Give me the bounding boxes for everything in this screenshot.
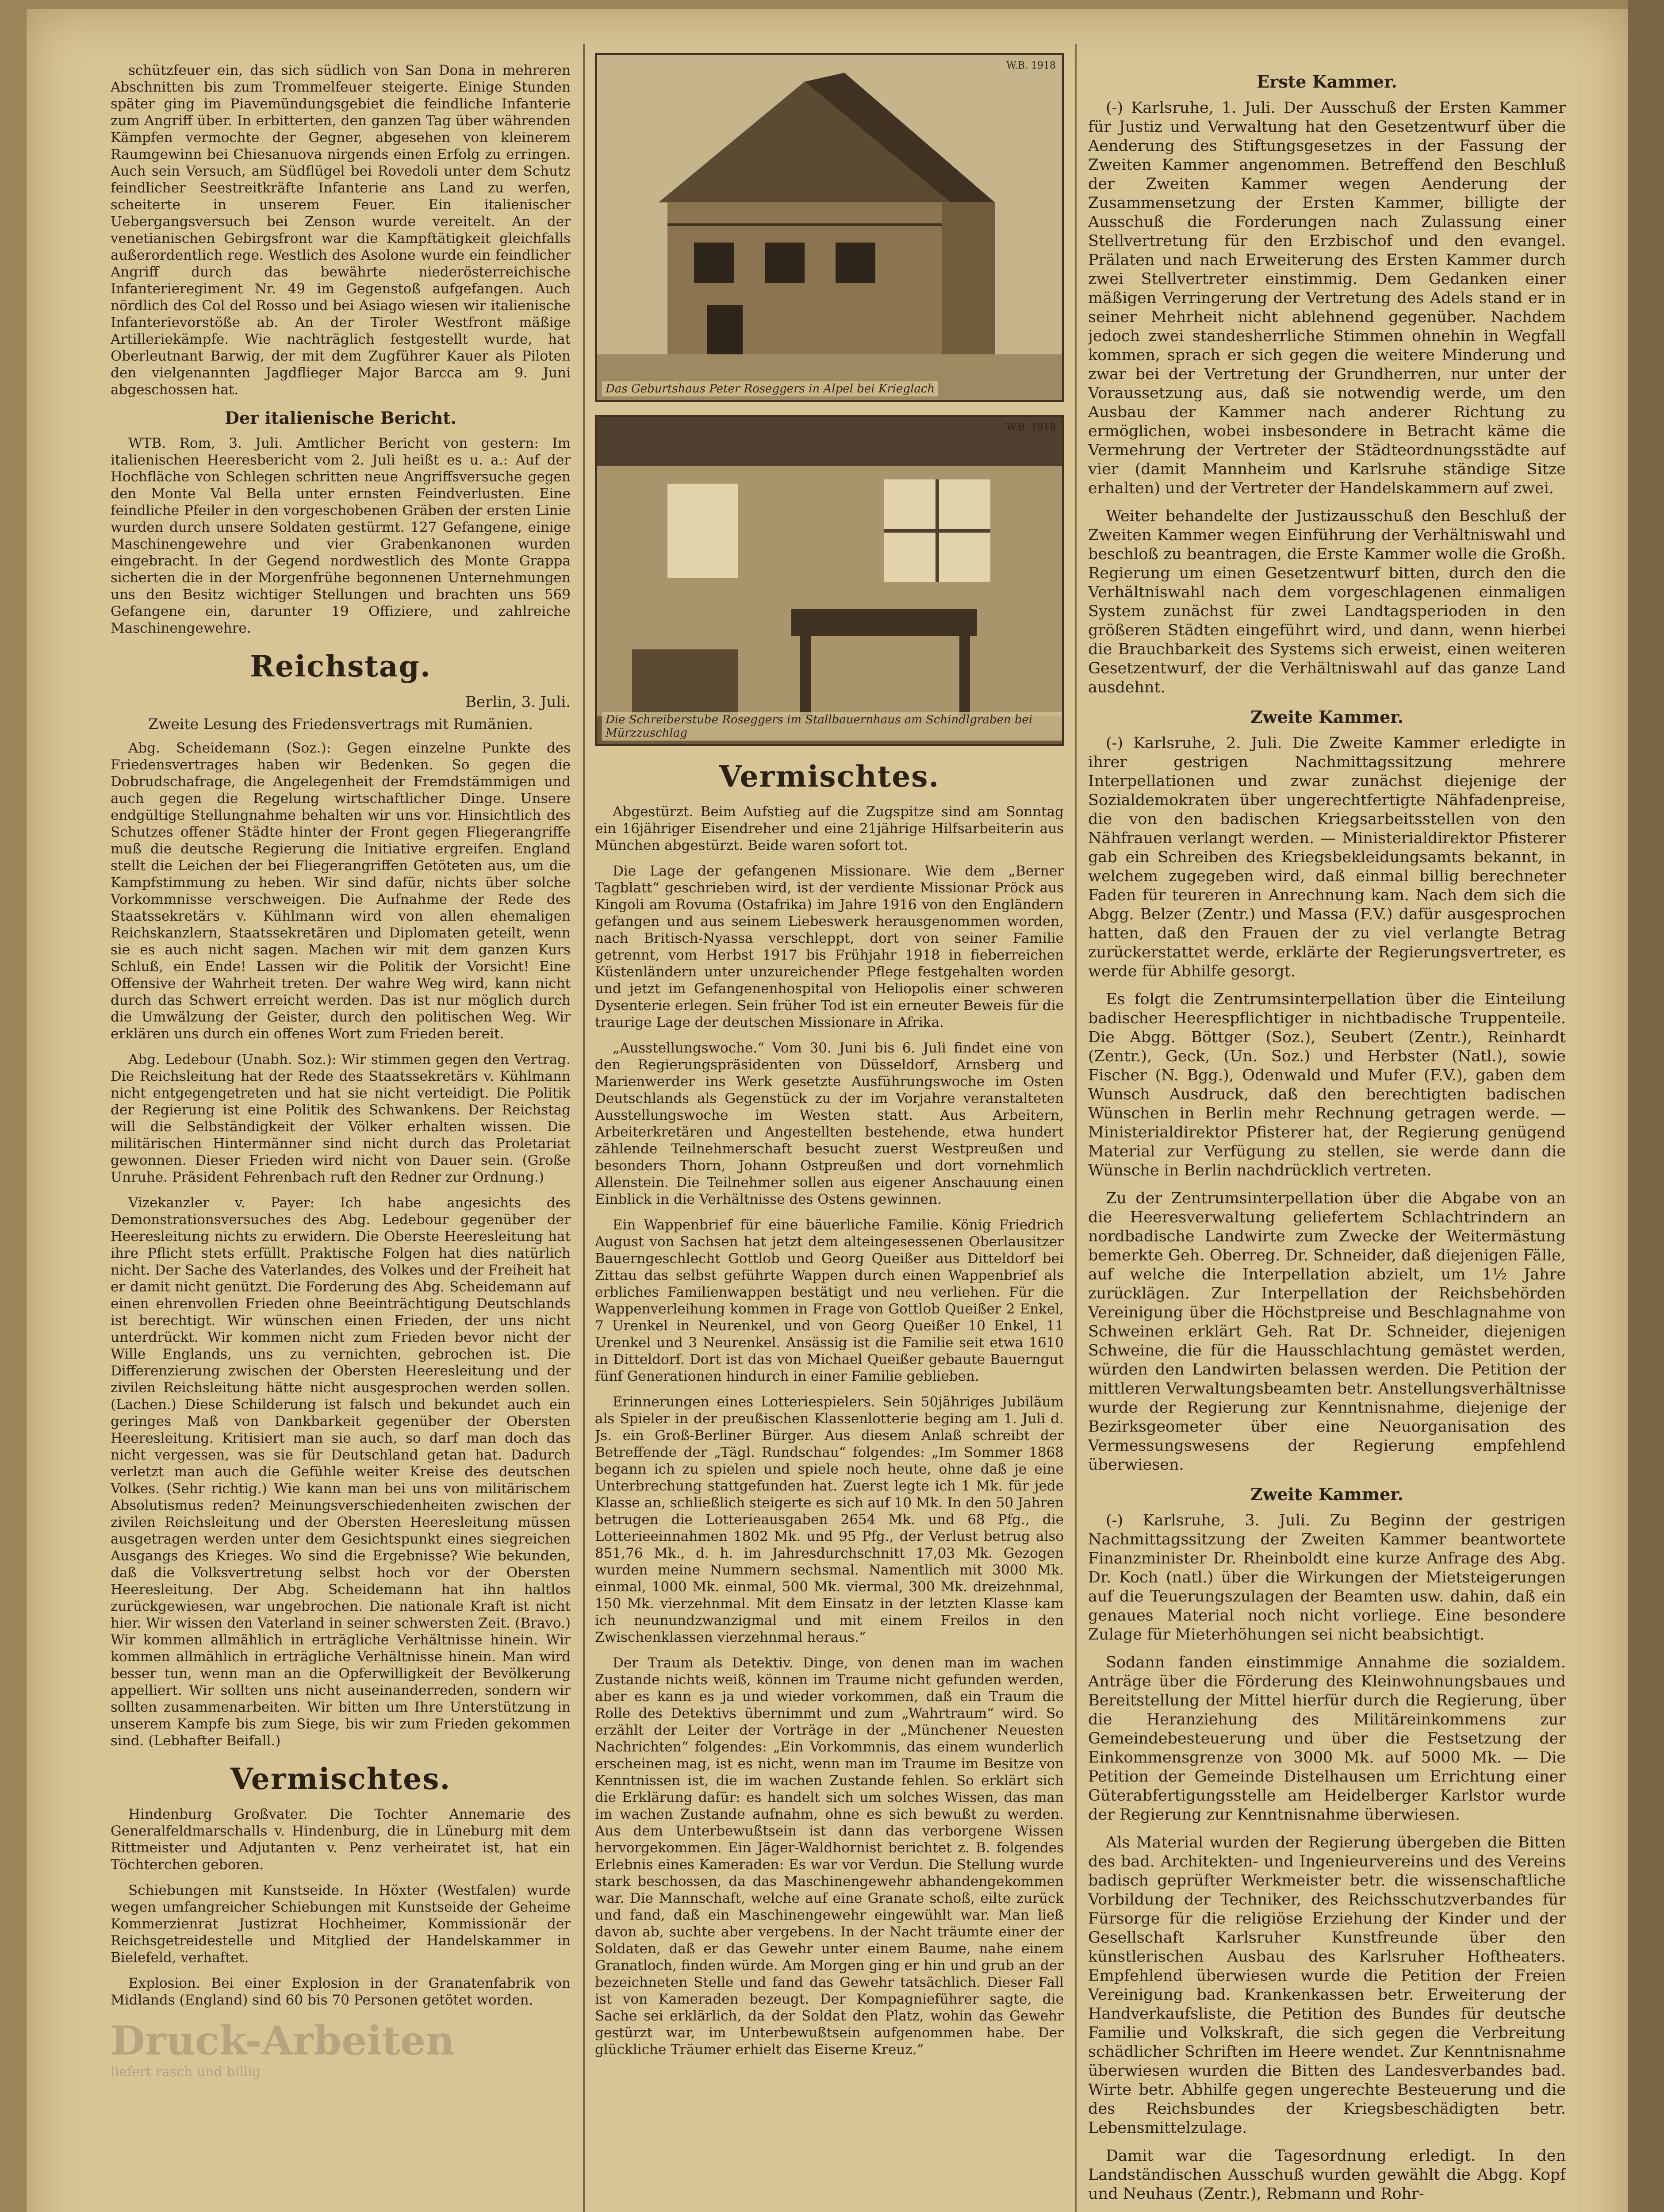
reichstag-heading: Reichstag. — [250, 649, 431, 684]
reichstag-subhead: Zweite Lesung des Friedensvertrags mit Rumänien. — [148, 715, 533, 733]
vermischtes-heading-middle: Vermischtes. — [719, 759, 940, 794]
zweite-kammer-text-2: Es folgt die Zentrumsinterpellation über die Einteilung badischer Heerespflichtiger in nichtbadische Truppenteile. Die Abgg. Böttger (Soz.), Seubert (Zentr.), Reinhardt (Zentr.), Geck, (Un. Soz.) und Herbster (Natl.), sowie Fischer (N. Bgg.), Odenwald und Mufer (F.V.), gaben dem Wunsch Ausdruck, daß den berechtigten badischen Wünschen in Berlin mehr Rechnung getragen werde. — Ministerialdirektor Pfisterer hat, der Regierung genügend Material zur Verfügung zu stellen, sie werde dann die Wünsche in Berlin nachdrücklich vertreten. — [1088, 991, 1566, 1179]
ad-druck-arbeiten: Druck-Arbeiten — [111, 2017, 455, 2064]
column-middle — [595, 53, 1064, 2212]
war-report-continuation: schützfeuer ein, das sich südlich von San Dona in mehreren Abschnitten bis zum Trommelfeuer steigerte. Einige Stunden später ging im Piavemündungsgebiet die feindliche Infanterie zum Angriff über. In erbitterten, den ganzen Tag über währenden Kämpfen vermochte der Gegner, abgesehen von kleinerem Raumgewinn bei Chiesanuova nirgends einen Erfolg zu erringen. Auch sein Versuch, am Südflügel bei Rovedoli unter dem Schutz feindlicher Seestreitkräfte Infanterie ans Land zu werfen, scheiterte in unserem Feuer. Ein italienischer Uebergangsversuch bei Zenson wurde vereitelt. An der venetianischen Gebirgsfront war die Kampftätigkeit gleichfalls außerordentlich rege. Westlich des Asolone wurde ein feindlicher Angriff durch das bewährte niederösterreichische Infanterieregiment Nr. 49 im Gegenstoß aufgefangen. Auch nördlich des Col del Rosso und bei Asiago wiesen wir italienische Infanterievorstöße ab. An der Tiroler Westfront mäßige Artilleriekämpfe. Wie nachträglich festgestellt wurde, hat Oberleutnant Barwig, der mit dem Zugführer Kauer als Piloten den vielgenannten Jagdflieger Major Barcca am 9. Juni abgeschossen hat. — [111, 62, 571, 398]
column-right — [1088, 62, 1566, 2212]
photo1-caption: Das Geburtshaus Peter Roseggers in Alpel bei Krieglach — [602, 381, 938, 396]
italian-report-text: WTB. Rom, 3. Juli. Amtlicher Bericht von gestern: Im italienischen Heeresbericht vom 2. Juli heißt es u. a.: Auf der Hochfläche von Schlegen schritten neue Angriffsversuche gegen den Monte Val Bella unter ernsten Feindverlusten. Eine feindliche Pfeiler in den vorgeschobenen Gräben der ersten Linie wurden durch unsere Soldaten gestürmt. 127 Gefangene, einige Maschinengewehre und vier Grabenkanonen wurden eingebracht. In der Gegend nordwestlich des Monte Grappa sicherten die in der Morgenfrühe begonnenen Unternehmungen uns den Besitz wichtiger Stellungen und brachten uns 569 Gefangene ein, darunter 19 Offiziere, und zahlreiche Maschinengewehre. — [111, 435, 571, 636]
news-abgestuerzt: Abgestürzt. Beim Aufstieg auf die Zugspitze sind am Sonntag ein 16jähriger Eisendreher und eine 21jährige Hilfsarbeiterin aus München abgestürzt. Beide waren sofort tot. — [595, 804, 1064, 853]
reichstag-scheidemann: Abg. Scheidemann (Soz.): Gegen einzelne Punkte des Friedensvertrages haben wir Bedenken. So gegen die Dobrudschafrage, die Angelegenheit der Fremdstämmigen und auch gegen die Regelung wirtschaftlicher Dinge. Unsere endgültige Stellungnahme behalten wir uns vor. Hinsichtlich des Schutzes offener Städte hinter der Front gegen Fliegerangriffe muß die deutsche Regierung die Initiative ergreifen. England stellt die Leichen der bei Fliegerangriffen Getöteten aus, um die Kampfstimmung zu heben. Wir sind dafür, nichts über solche Vorkommnisse verschweigen. Die Aufnahme der Rede des Staatssekretärs v. Kühlmann wird von allen ehemaligen Reichskanzlern, Staatssekretären und Diplomaten geteilt, wenn sie es auch nicht sagen. Machen wir mit dem ganzen Kurs Schluß, ein Ende! Lassen wir die Politik der Vorsicht! Eine Offensive der Wahrheit treten. Der wahre Weg wird, kann nicht durch das Schwert erreicht werden. Das ist nur möglich durch die Umwälzung der Geister, durch den politischen Weg. Wir erklären uns durch ein offenes Wort zum Frieden bereit. — [111, 740, 571, 1042]
zweite-kammer-text-7: Damit war die Tagesordnung erledigt. In den Landständischen Ausschuß wurden gewählt die Abgg. Kopf und Neuhaus (Zentr.), Rebmann und Rohr- — [1088, 2147, 1566, 2203]
news-traum-detektiv: Der Traum als Detektiv. Dinge, von denen man im wachen Zustande nichts weiß, können im Traume nicht gefunden werden, aber es kann es ja und wieder vorkommen, daß ein Traum die Rolle des Detektivs übernimmt und zum „Wahrtraum“ wird. So erzählt der Leiter der Vorträge in der „Münchener Neuesten Nachrichten“ folgendes: „Ein Vorkommnis, das einem wunderlich erscheinen mag, ist es nicht, wenn man im Traume im Besitze von Kenntnissen ist, die im wachen Zustande fehlen. So erklärt sich die Erklärung dafür: es handelt sich um solches Wissen, das man im wachen Zustande aufnahm, ohne es sich bewußt zu werden. Aus dem Unterbewußtsein ist dann das verborgene Wissen hervorgekommen. Ein Jäger-Waldhornist berichtet z. B. folgendes Erlebnis eines Kameraden: Es war vor Verdun. Die Stellung wurde stark beschossen, da das Maschinengewehr abhandengekommen war. Die Mannschaft, welche auf eine Granate schoß, eilte zurück und fand, daß ein Maschinengewehr eingewühlt war. Man ließ davon ab, suchte aber vergebens. In der Nacht träumte einer der Soldaten, daß er das Gewehr unter einem Baume, nahe einem Granatloch, finden würde. Am Morgen ging er hin und grub an der bezeichneten Stelle und fand das Gewehr tatsächlich. Dieser Fall ist von Kameraden bezeugt. Der Kompagnieführer sagte, die Sache sei erklärlich, da der Soldat den Platz, wohin das Gewehr gestürzt war, im Unterbewußtsein aufgenommen habe. Der glückliche Träumer erhielt das Eiserne Kreuz.“ — [595, 1655, 1064, 2058]
news-hindenburg: Hindenburg Großvater. Die Tochter Annemarie des Generalfeldmarschalls v. Hindenburg, die in Lüneburg mit dem Rittmeister und Adjutanten v. Penz verheiratet ist, hat ein Töchterchen geboren. — [111, 1806, 571, 1873]
reichstag-payer: Vizekanzler v. Payer: Ich habe angesichts des Demonstrationsversuches des Abg. Ledebour gegenüber der Heeresleitung nichts zu erwidern. Die Oberste Heeresleitung hat ihre Pflicht stets erfüllt. Praktische Folgen hat dies natürlich nicht. Der Sache des Vaterlandes, des Volkes und der Freiheit hat er damit nicht genützt. Die Forderung des Abg. Scheidemann auf einen ehrenvollen Frieden ohne Beeinträchtigung Deutschlands ist berechtigt. Wir wünschen einen Frieden, der uns nicht unterdrückt. Wir kommen nicht zum Frieden bevor nicht der Wille Englands, uns zu vernichten, gebrochen ist. Die Differenzierung zwischen der Obersten Heeresleitung und der zivilen Reichsleitung hätte nicht ausgesprochen werden sollen. (Lachen.) Diese Schilderung ist falsch und bekundet auch ein geringes Maß von Dankbarkeit gegenüber der Obersten Heeresleitung. Kritisiert man sie auch, so darf man doch das nicht vergessen, was sie für Deutschland getan hat. Dadurch verletzt man auch die Gefühle weiter Kreise des deutschen Volkes. (Sehr richtig.) Wie kann man bei uns von militärischem Absolutismus reden? Meinungsverschiedenheiten zwischen der zivilen Reichsleitung und der Obersten Heeresleitung müssen ausgetragen werden unter dem Gesichtspunkt eines siegreichen Ausgangs des Krieges. Wo sind die Ergebnisse? Wie bekunden, daß die Volksvertretung selbst hoch vor der Obersten Heeresleitung. Der Abg. Scheidemann hat ihn haltlos zurückgewiesen, war ungebrochen. Die nationale Kraft ist nicht hier. Wir wissen den Vaterland in seiner schwersten Zeit. (Bravo.) Wir kommen allmählich in erträgliche Verhältnisse hinein. Wir kommen allmählich in erträgliche Verhältnisse hinein. Man wird besser tun, wenn man an die Opferwilligkeit der Bevölkerung appelliert. Wir sollten uns nicht auseinanderreden, sondern wir sollten zusammenarbeiten. Wir bitten um Ihre Unterstützung in unserem Kampfe bis zum Siege, bis wir zum Frieden gekommen sind. (Lebhafter Beifall.) — [111, 1195, 571, 1749]
ad-subline: liefert rasch und billig — [111, 2064, 261, 2080]
column-rule-1 — [583, 44, 585, 2212]
column-left — [111, 62, 571, 2212]
study-room-illustration — [597, 417, 1062, 744]
erste-kammer-heading: Erste Kammer. — [1257, 72, 1397, 92]
news-missionare: Die Lage der gefangenen Missionare. Wie dem „Berner Tagblatt“ geschrieben wird, ist der verdiente Missionar Pröck aus Kingoli am Rovuma (Ostafrika) im Jahre 1916 von den Engländern gefangen und aus seinem Liebeswerk herausgenommen worden, nach Britisch-Nyassa verschleppt, dort von seiner Familie getrennt, vom Herbst 1917 bis Frühjahr 1918 in fieberreichen Küstenländern unter unzureichender Pflege festgehalten worden und jetzt im Gefangenenhospital von Heliopolis einer schweren Dysenterie erlegen. Sein früher Tod ist ein erneuter Beweis für die traurige Lage der deutschen Missionare in Afrika. — [595, 863, 1064, 1030]
photo-rosegger-study — [595, 415, 1064, 746]
zweite-kammer-text-1: (-) Karlsruhe, 2. Juli. Die Zweite Kammer erledigte in ihrer gestrigen Nachmittagssitzung mehrere Interpellationen und zwar zunächst diejenige der Sozialdemokraten über ungerechtfertigte Nähfadenpreise, die von den badischen Kriegsarbeitsstellen von den Nähfrauen verlangt werden. — Ministerialdirektor Pfisterer gab ein Schreiben des Kriegsbekleidungsamts bekannt, in welchem zugegeben wird, daß einmal billig berechneter Faden für teureren in Anrechnung kam. Nach dem sich die Abgg. Belzer (Zentr.) und Massa (F.V.) dafür ausgesprochen hatten, daß den Frauen der zu viel verlangte Betrag zurückerstattet werde, erklärte der Regierungsvertreter, es werde für Abhilfe gesorgt. — [1088, 734, 1566, 980]
news-explosion: Explosion. Bei einer Explosion in der Granatenfabrik von Midlands (England) sind 60 bis 70 Personen getötet worden. — [111, 1975, 571, 2008]
news-lotteriespieler: Erinnerungen eines Lotteriespielers. Sein 50jähriges Jubiläum als Spieler in der preußischen Klassenlotterie beging am 1. Juli d. Js. ein Groß-Berliner Bürger. Aus diesem Anlaß schreibt der Betreffende der „Tägl. Rundschau“ folgendes: „Im Sommer 1868 begann ich zu spielen und spiele noch heute, ohne daß je eine Unterbrechung stattgefunden hat. Zuerst legte ich 1 Mk. für jede Klasse an, schließlich steigerte es sich auf 10 Mk. In den 50 Jahren betrugen die Lotterieausgaben 2654 Mk. und 68 Pfg., die Lotterieeinnahmen 1802 Mk. und 95 Pfg., der Verlust betrug also 851,76 Mk., d. h. im Jahresdurchschnitt 17,03 Mk. Gezogen wurden meine Nummern sechsmal. Namentlich mit 3000 Mk. einmal, 1000 Mk. einmal, 500 Mk. viermal, 300 Mk. dreizehnmal, 150 Mk. vierzehnmal. Mit dem Einsatz in der letzten Klasse kam ich neunundzwanzigmal und mit einem Freilos in den Zwischenklassen vierzehnmal heraus.“ — [595, 1394, 1064, 1645]
photo2-credit: W.B. 1918 — [1006, 422, 1056, 433]
photo2-caption: Die Schreiberstube Roseggers im Stallbauernhaus am Schindlgraben bei Mürzzuschlag — [602, 712, 1062, 741]
vermischtes-heading-left: Vermischtes. — [230, 1762, 451, 1796]
photo-rosegger-birthplace — [595, 53, 1064, 402]
zweite-kammer-heading-2: Zweite Kammer. — [1250, 1484, 1404, 1504]
zweite-kammer-text-3: Zu der Zentrumsinterpellation über die Abgabe von an die Heeresverwaltung geliefertem Schlachtrindern an nordbadische Landwirte zum Zwecke der Weitermästung bemerkte Geh. Oberreg. Dr. Schneider, daß diejenigen Fälle, auf welche die Interpellation abzielt, um 1½ Jahre zurücklägen. Zur Interpellation der Reichsbehörden Vereinigung über die Höchstpreise und Beschlagnahme von Schweinen erklärt Geh. Rat Dr. Schneider, diejenigen Schweine, die für die Hausschlachtung gemästet werden, würden den Landwirten belassen werden. Die Petition der mittleren Verwaltungsbeamten betr. Anstellungsverhältnisse wurde der Regierung zur Kenntnisnahme, diejenige der Bezirksgeometer über eine Neuorganisation des Vermessungswesens der Regierung empfehlend überwiesen. — [1088, 1190, 1566, 1474]
reichstag-ledebour: Abg. Ledebour (Unabh. Soz.): Wir stimmen gegen den Vertrag. Die Reichsleitung hat der Rede des Staatssekretärs v. Kühlmann nicht entgegengetreten und hat sie nicht verteidigt. Die Politik der Regierung ist eine Politik des Schwankens. Der Reichstag will die Selbständigkeit der Völker erhalten wissen. Die militärischen Hintermänner sind nicht durch das Proletariat gewonnen. Dieser Frieden wird nicht von Dauer sein. (Große Unruhe. Präsident Fehrenbach ruft den Redner zur Ordnung.) — [111, 1052, 571, 1185]
zweite-kammer-heading: Zweite Kammer. — [1250, 707, 1404, 727]
reichstag-dateline: Berlin, 3. Juli. — [465, 693, 571, 711]
farmhouse-illustration — [597, 55, 1062, 400]
column-rule-2 — [1075, 44, 1077, 2212]
erste-kammer-text-1: (-) Karlsruhe, 1. Juli. Der Ausschuß der Ersten Kammer für Justiz und Verwaltung hat den Gesetzentwurf über die Aenderung des Stiftungsgesetzes in der Fassung der Zweiten Kammer angenommen. Betreffend den Beschluß der Zweiten Kammer wegen Aenderung der Zusammensetzung der Ersten Kammer, billigte der Ausschuß die Forderungen nach Zulassung einer Stellvertretung für den Erzbischof und den evangel. Prälaten und nach Erweiterung des Ersten Kammer durch zwei Stellvertreter einstimmig. Dem Gedanken einer mäßigen Verringerung der Vertretung des Adels stand er in seiner Mehrheit nicht ablehnend gegenüber. Nachdem jedoch zwei standesherrliche Stimmen ohnehin in Wegfall kommen, sprach er sich gegen die weitere Minderung und zwar bei der Vertretung der Grundherren, nur unter der Voraussetzung aus, daß sie notwendig werde, um den Ausbau der Kammer nach anderer Richtung zu ermöglichen, wobei insbesondere in Betracht käme die Vermehrung der Vertreter der Städteordnungsstädte auf vier (damit Mannheim und Karlsruhe ständige Sitze erhalten) und der Vertreter der Handelskammern auf zwei. — [1088, 99, 1566, 497]
italian-report-title: Der italienische Bericht. — [225, 408, 456, 428]
zweite-kammer-text-4: (-) Karlsruhe, 3. Juli. Zu Beginn der gestrigen Nachmittagssitzung der Zweiten Kammer beantwortete Finanzminister Dr. Rheinboldt eine kurze Anfrage des Abg. Dr. Koch (natl.) über die Wirkungen der Mietsteigerungen auf die Teuerungszulagen der Beamten usw. dahin, daß ein genaues Material noch nicht vorliege. Eine besondere Zulage für Mieterhöhungen sei nicht beabsichtigt. — [1088, 1512, 1566, 1644]
news-kunstseide: Schiebungen mit Kunstseide. In Höxter (Westfalen) wurde wegen umfangreicher Schiebungen mit Kunstseide der Geheime Kommerzienrat Justizrat Hochheimer, Kommissionär der Reichsgetreidestelle und Mitglied der Handelskammer in Bielefeld, verhaftet. — [111, 1882, 571, 1966]
book-spine — [1628, 0, 1664, 2212]
photo1-credit: W.B. 1918 — [1006, 60, 1056, 71]
news-ausstellungswoche: „Ausstellungswoche.“ Vom 30. Juni bis 6. Juli findet eine von den Regierungspräsidenten von Düsseldorf, Arnsberg und Marienwerder ins Werk gesetzte Ausführungswoche im Osten Deutschlands als Gegenstück zu der im Vorjahre veranstalteten Ausstellungswoche im Westen statt. Aus Arbeitern, Arbeiterkretären und Angestellten bestehende, etwa hundert zählende Teilnehmerschaft besucht zuerst Westpreußen und besonders Thorn, Johann Ostpreußen und dort vornehmlich Allenstein. Die Teilnehmer sollen aus eigener Anschauung einen Einblick in die Verhältnisse des Ostens gewinnen. — [595, 1040, 1064, 1207]
zweite-kammer-text-5: Sodann fanden einstimmige Annahme die sozialdem. Anträge über die Förderung des Kleinwohnungsbaues und Bereitstellung der Mittel hierfür durch die Regierung, über die Heranziehung des Militäreinkommens zur Gemeindebesteuerung und über die Festsetzung der Einkommensgrenze von 3000 Mk. auf 5000 Mk. — Die Petition der Gemeinde Distelhausen um Errichtung einer Güterabfertigungsstelle am Heidelberger Karlstor wurde der Regierung zur Kenntnisnahme überwiesen. — [1088, 1654, 1566, 1824]
zweite-kammer-text-6: Als Material wurden der Regierung übergeben die Bitten des bad. Architekten- und Ingenieurvereins und des Vereins badisch geprüfter Werkmeister betr. die wissenschaftliche Vorbildung der Techniker, des Reichsschutzverbandes für Fürsorge für die religiöse Erziehung der Kinder und der Gesellschaft Karlsruher Kunstfreunde über den künstlerischen Ausbau des Karlsruher Hoftheaters. Empfehlend überwiesen wurde die Petition der Freien Vereinigung bad. Krankenkassen betr. Erweiterung der Handverkaufsliste, die Petition des Bundes für deutsche Familie und Volkskraft, die sich gegen die Verbreitung schädlicher Schriften im Heere wendet. Zur Kenntnisnahme überwiesen wurden die Bitten des Landesverbandes bad. Wirte betr. Abhilfe gegen ungerechte Besteuerung und die des Reichsbundes der Kriegsbeschädigten betr. Lebensmittelzulage. — [1088, 1834, 1566, 2137]
news-wappenbrief: Ein Wappenbrief für eine bäuerliche Familie. König Friedrich August von Sachsen hat jetzt dem alteingesessenen Oberlausitzer Bauerngeschlecht Gottlob und Georg Queißer aus Ditteldorf bei Zittau das selbst geführte Wappen durch einen Wappenbrief als erbliches Familienwappen bestätigt und neu verliehen. Für die Wappenverleihung kommen in Frage von Gottlob Queißer 2 Enkel, 7 Urenkel in Neurenkel, und von Georg Queißer 10 Enkel, 11 Urenkel und 3 Neurenkel. Ansässig ist die Familie seit etwa 1610 in Ditteldorf. Dort ist das von Michael Queißer gebaute Bauerngut fünf Generationen hindurch in einer Familie geblieben. — [595, 1217, 1064, 1384]
erste-kammer-text-2: Weiter behandelte der Justizausschuß den Beschluß der Zweiten Kammer wegen Einführung der Verhältniswahl und beschloß zu beantragen, die Erste Kammer wolle die Großh. Regierung um einen Gesetzentwurf bitten, durch den die Verhältniswahl nach dem vorgeschlagenen einmaligen System zunächst für zwei Landtagsperioden in den größeren Städten eingeführt wird, und dann, wenn hierbei die Brauchbarkeit des Systems sich erweist, einen weiteren Gesetzentwurf, der die Verhältniswahl auf das ganze Land ausdehnt. — [1088, 507, 1566, 696]
